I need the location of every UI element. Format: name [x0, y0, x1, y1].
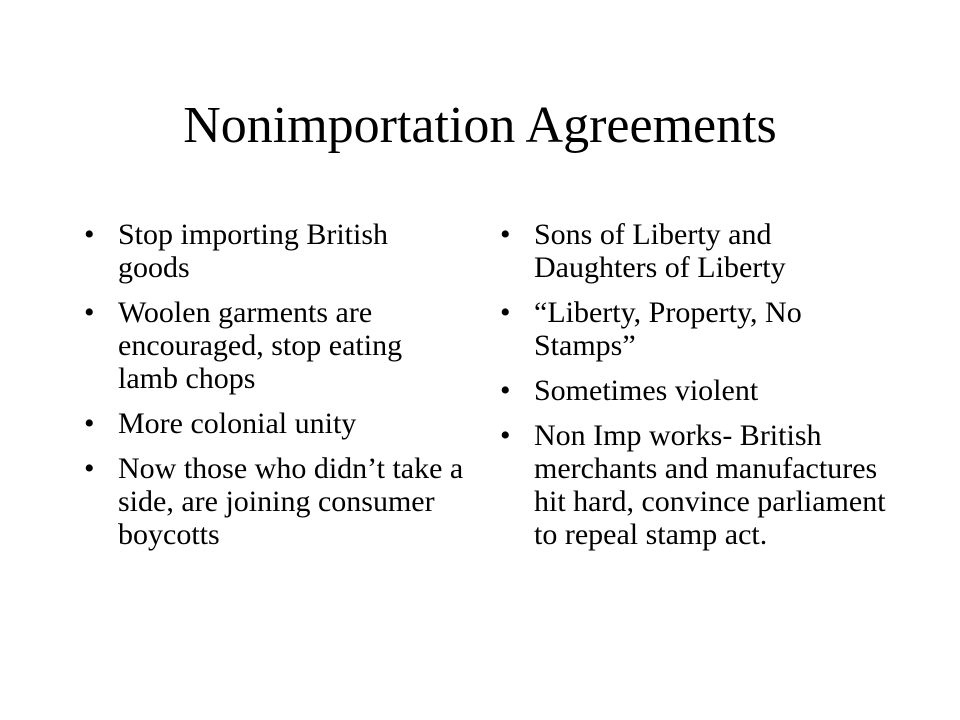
- list-item-text: Woolen garments are encouraged, stop eating lamb chops: [118, 296, 403, 395]
- bullet-icon: •: [500, 374, 511, 407]
- list-item-text: “Liberty, Property, No Stamps”: [534, 296, 802, 362]
- bullet-icon: •: [84, 296, 95, 329]
- list-item: [500, 218, 900, 284]
- list-item-text: Stop importing British goods: [118, 218, 389, 284]
- left-bullet-list: [84, 218, 464, 563]
- list-item: [500, 296, 900, 362]
- bullet-icon: •: [500, 419, 511, 452]
- list-item-text: Sons of Liberty and Daughters of Liberty: [534, 218, 786, 284]
- list-item: [84, 218, 464, 284]
- bullet-icon: •: [500, 218, 511, 251]
- list-item: [500, 374, 900, 407]
- list-item-text: Sometimes violent: [534, 374, 759, 407]
- list-item: [84, 452, 464, 551]
- list-item-text: Now those who didn’t take a side, are joining consumer boycotts: [118, 452, 464, 551]
- bullet-icon: •: [84, 407, 95, 440]
- list-item: [84, 296, 464, 395]
- right-bullet-list: [500, 218, 900, 563]
- bullet-icon: •: [84, 452, 95, 485]
- bullet-icon: •: [500, 296, 511, 329]
- list-item: [84, 407, 464, 440]
- list-item: [500, 419, 900, 551]
- slide-title: Nonimportation Agreements: [183, 97, 777, 154]
- list-item-text: More colonial unity: [118, 407, 357, 440]
- bullet-icon: •: [84, 218, 95, 251]
- list-item-text: Non Imp works- British merchants and manufactures hit hard, convince parliament to repeal stamp act.: [534, 419, 886, 551]
